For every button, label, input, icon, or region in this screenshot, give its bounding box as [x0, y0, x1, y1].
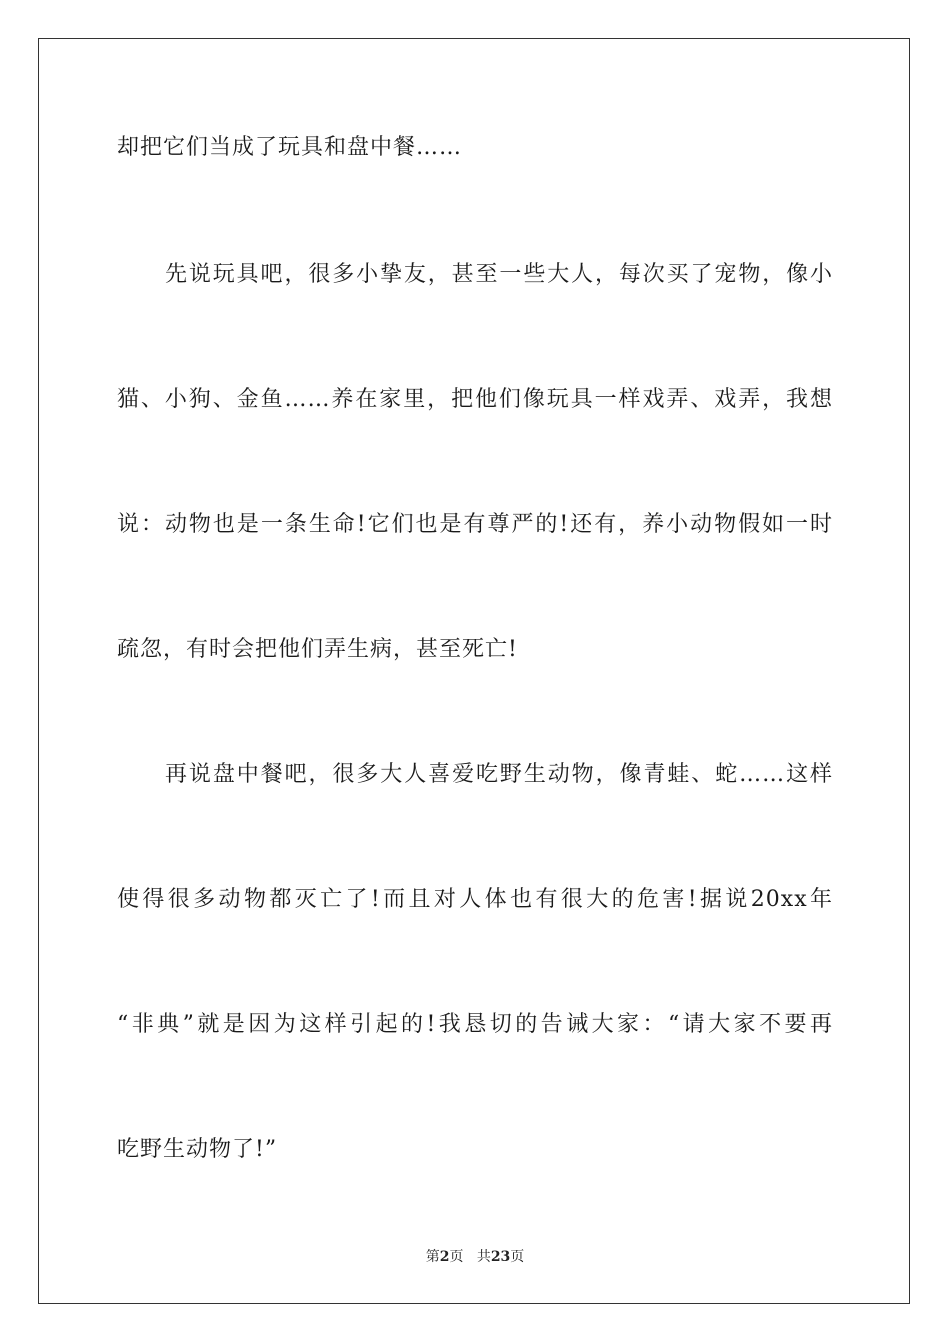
paragraph-line-4: 说：动物也是一条生命!它们也是有尊严的!还有，养小动物假如一时: [117, 512, 833, 537]
paragraph-line-7: 使得很多动物都灭亡了!而且对人体也有很大的危害!据说20xx年: [117, 887, 833, 912]
page-suffix: 页: [449, 1249, 464, 1265]
paragraph-line-1: 却把它们当成了玩具和盘中餐……: [117, 135, 463, 160]
page-border: [38, 38, 910, 1304]
paragraph-line-2: 先说玩具吧，很多小挚友，甚至一些大人，每次买了宠物，像小: [165, 262, 833, 287]
paragraph-line-8: “非典”就是因为这样引起的!我恳切的告诫大家：“请大家不要再: [117, 1012, 833, 1037]
total-suffix: 页: [510, 1249, 525, 1265]
page-prefix: 第: [425, 1249, 440, 1265]
total-pages-number: 23: [490, 1249, 511, 1265]
total-prefix: 共: [476, 1249, 491, 1265]
paragraph-line-6: 再说盘中餐吧，很多大人喜爱吃野生动物，像青蛙、蛇……这样: [165, 762, 833, 787]
paragraph-line-5: 疏忽，有时会把他们弄生病，甚至死亡!: [117, 637, 518, 662]
page-footer: [0, 1248, 950, 1266]
paragraph-line-9: 吃野生动物了!”: [117, 1137, 278, 1162]
current-page-number: 2: [439, 1249, 450, 1265]
paragraph-line-3: 猫、小狗、金鱼……养在家里，把他们像玩具一样戏弄、戏弄，我想: [117, 387, 833, 412]
